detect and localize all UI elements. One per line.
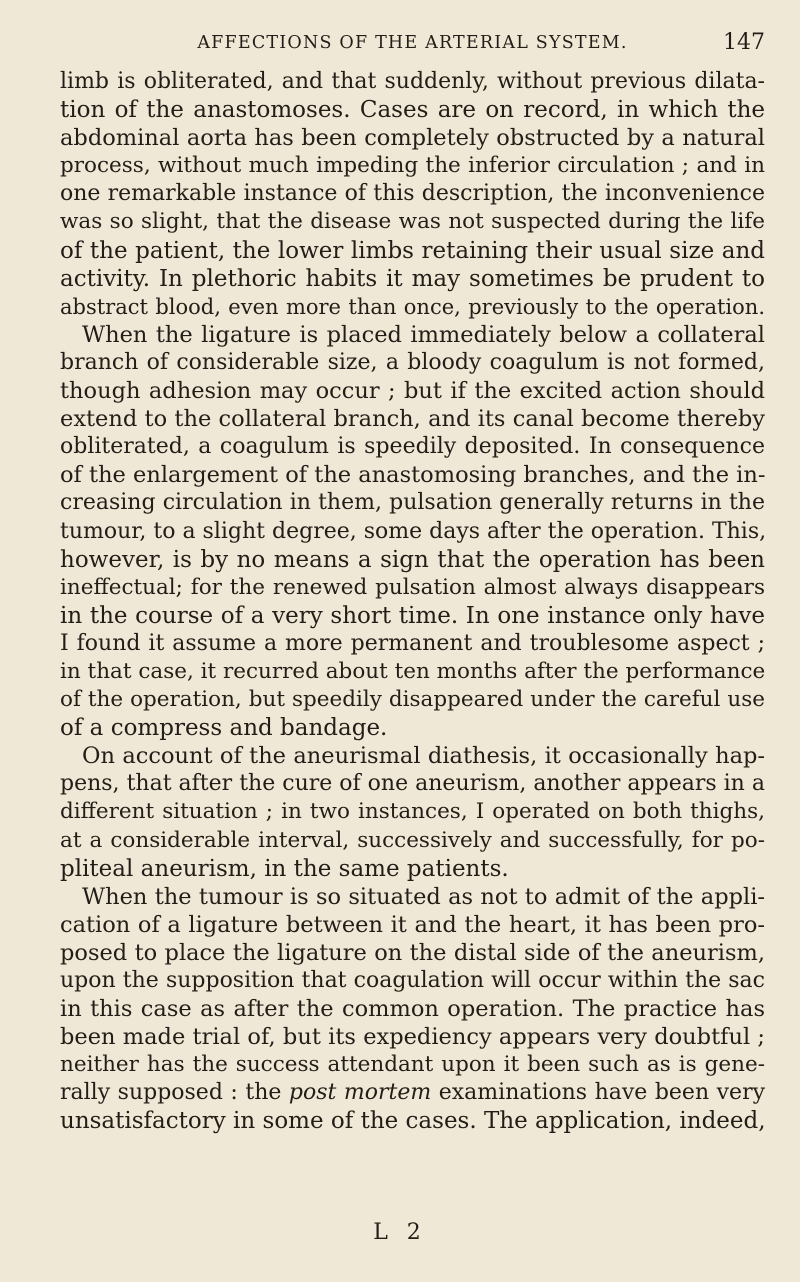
text-line: of the enlargement of the anastomosing branches, and the in- <box>60 462 766 489</box>
signature-mark: L 2 <box>373 1220 427 1245</box>
paragraph-end-line: of a compress and bandage. <box>60 715 388 742</box>
text-line: neither has the success attendant upon it been such as is gene- <box>60 1052 765 1078</box>
text-line: one remarkable instance of this description, the inconvenience <box>60 181 765 207</box>
text-line: been made trial of, but its expediency appears very doubtful ; <box>60 1024 765 1051</box>
text-line: was so slight, that the disease was not suspected during the life <box>60 209 765 235</box>
text-line: in that case, it recurred about ten months after the performance <box>60 658 766 684</box>
paragraph-end-line: pliteal aneurism, in the same patients. <box>60 855 509 882</box>
italic-phrase: post mortem <box>288 1080 432 1106</box>
text-line: rally supposed : the post mortem examinations have been very <box>60 1080 766 1106</box>
text-line: limb is obliterated, and that suddenly, without previous dilata- <box>60 69 765 94</box>
paragraph-start-line: When the ligature is placed immediately below a collateral <box>82 321 765 348</box>
text-line: branch of considerable size, a bloody coagulum is not formed, <box>60 349 765 375</box>
text-line: obliterated, a coagulum is speedily deposited. In consequence <box>60 434 765 460</box>
text-line: abdominal aorta has been completely obstructed by a natural <box>60 125 765 152</box>
text-line: abstract blood, even more than once, previously to the operation. <box>60 294 765 319</box>
text-line: however, is by no means a sign that the operation has been <box>60 546 765 573</box>
text-line: at a considerable interval, successively and successfully, for po- <box>60 827 765 853</box>
text-line: tumour, to a slight degree, some days after the operation. This, <box>60 518 767 544</box>
text-line: ineffectual; for the renewed pulsation almost always disappears <box>60 574 765 600</box>
text-line: in the course of a very short time. In one instance only have <box>60 602 765 629</box>
text-line: cation of a ligature between it and the heart, it has been pro- <box>60 911 765 938</box>
text-line: of the patient, the lower limbs retaining their usual size and <box>60 237 765 264</box>
text-line: posed to place the ligature on the distal side of the aneurism, <box>60 939 765 966</box>
text-line: tion of the anastomoses. Cases are on record, in which the <box>60 97 765 124</box>
paragraph-start-line: When the tumour is so situated as not to admit of the appli- <box>82 883 765 910</box>
running-head <box>60 30 765 60</box>
text-line: creasing circulation in them, pulsation generally returns in the <box>60 490 765 516</box>
text-line: of the operation, but speedily disappeared under the careful use <box>60 687 765 713</box>
text-line: different situation ; in two instances, I operated on both thighs, <box>60 799 765 825</box>
text-line: extend to the collateral branch, and its canal become thereby <box>60 406 765 433</box>
text-line: pens, that after the cure of one aneurism, another appears in a <box>60 771 765 797</box>
text-line: I found it assume a more permanent and troublesome aspect ; <box>60 630 765 656</box>
page-number: 147 <box>723 30 765 55</box>
running-title: AFFECTIONS OF THE ARTERIAL SYSTEM. <box>197 33 628 53</box>
body-text <box>60 68 765 1136</box>
paragraph-start-line: On account of the aneurismal diathesis, it occasionally hap- <box>82 743 765 770</box>
text-line: unsatisfactory in some of the cases. The application, indeed, <box>60 1108 766 1135</box>
text-line: upon the supposition that coagulation will occur within the sac <box>60 968 765 993</box>
text-line: process, without much impeding the inferior circulation ; and in <box>60 153 765 179</box>
text-line: activity. In plethoric habits it may sometimes be prudent to <box>60 265 765 292</box>
text-line: in this case as after the common operation. The practice has <box>60 996 765 1023</box>
text-line: though adhesion may occur ; but if the excited action should <box>60 378 765 405</box>
